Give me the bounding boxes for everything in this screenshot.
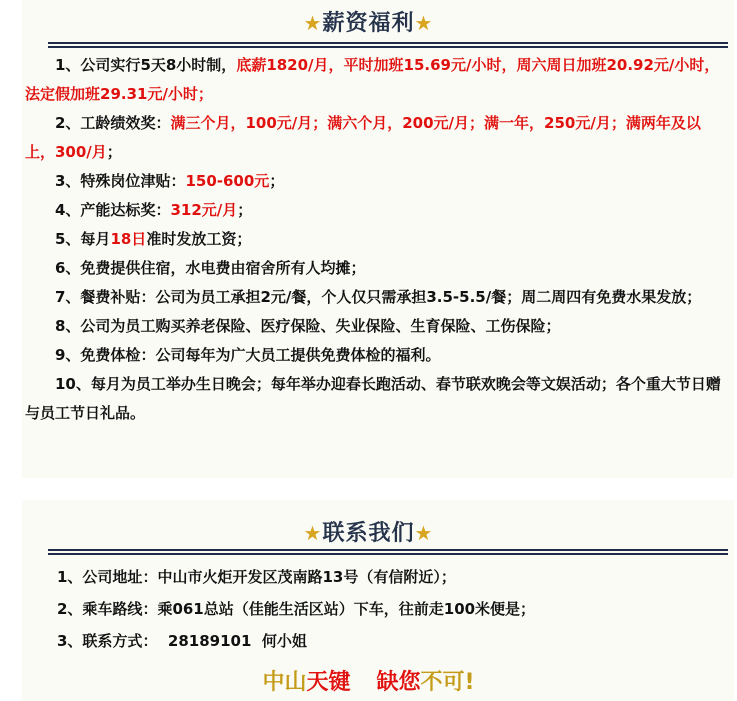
salary-benefits-list <box>25 51 730 428</box>
benefit-text: 满三个月，100元/月；满六个月，200元/月；满一年，250元/月；满两年及以上，300/月 <box>25 114 701 161</box>
benefit-text: 准时发放工资； <box>146 230 252 248</box>
benefit-item <box>25 370 730 428</box>
benefit-text: 8、公司为员工购买养老保险、医疗保险、失业保险、生育保险、工伤保险； <box>55 317 561 335</box>
benefit-text: 150-600元 <box>185 172 270 190</box>
benefit-item <box>25 167 730 196</box>
benefit-item <box>25 283 730 312</box>
salary-title-text: 薪资福利 <box>322 11 415 36</box>
benefit-text: 7、餐费补贴：公司为员工承担2元/餐，个人仅只需承担3.5-5.5/餐；周二周四有免费水果发放； <box>55 288 702 306</box>
contact-list <box>57 561 535 657</box>
benefit-item <box>25 51 730 109</box>
star-icon: ★ <box>303 11 323 35</box>
slogan-part: 中山 <box>262 670 307 695</box>
salary-title-divider <box>48 42 728 48</box>
star-icon: ★ <box>414 521 434 545</box>
star-icon: ★ <box>303 521 323 545</box>
contact-section-title <box>0 516 737 547</box>
benefit-text: 10、每月为员工举办生日晚会；每年举办迎春长跑活动、春节联欢晚会等文娱活动；各个重大节日赠与员工节日礼品。 <box>25 375 721 422</box>
slogan-part: 天键 <box>306 670 351 695</box>
benefit-text: 底薪1820/月，平时加班15.69元/小时，周六周日加班20.92元/小时，法定假加班29.31元/小时； <box>25 56 720 103</box>
benefit-item <box>25 109 730 167</box>
benefit-text: ； <box>237 201 253 219</box>
benefit-text: 6、免费提供住宿，水电费由宿舍所有人均摊； <box>55 259 366 277</box>
slogan-part: 不可! <box>420 670 475 695</box>
contact-title-divider <box>48 549 728 555</box>
benefit-item <box>25 341 730 370</box>
benefit-text: 18日 <box>110 230 147 248</box>
benefit-item <box>25 254 730 283</box>
benefit-text: 1、公司实行5天8小时制， <box>55 56 237 74</box>
benefit-item <box>25 196 730 225</box>
salary-section-title <box>0 6 737 37</box>
benefit-text: 3、特殊岗位津贴： <box>55 172 186 190</box>
benefit-item <box>25 225 730 254</box>
benefit-item <box>25 312 730 341</box>
benefit-text: 9、免费体检：公司每年为广大员工提供免费体检的福利。 <box>55 346 441 364</box>
benefit-text: ； <box>269 172 285 190</box>
contact-route: 2、乘车路线：乘061总站（佳能生活区站）下车，往前走100米便是； <box>57 600 536 618</box>
benefit-text: 4、产能达标奖： <box>55 201 171 219</box>
benefit-text: ； <box>106 143 122 161</box>
contact-title-text: 联系我们 <box>322 521 415 546</box>
contact-address: 1、公司地址：中山市火炬开发区茂南路13号（有信附近）； <box>57 568 456 586</box>
benefit-text: 312元/月 <box>170 201 238 219</box>
benefit-text: 5、每月 <box>55 230 111 248</box>
slogan-part: 缺您 <box>376 670 421 695</box>
benefit-text: 2、工龄绩效奖： <box>55 114 171 132</box>
contact-phone: 3、联系方式： 28189101 何小姐 <box>57 632 307 650</box>
star-icon: ★ <box>414 11 434 35</box>
company-slogan <box>0 665 737 696</box>
